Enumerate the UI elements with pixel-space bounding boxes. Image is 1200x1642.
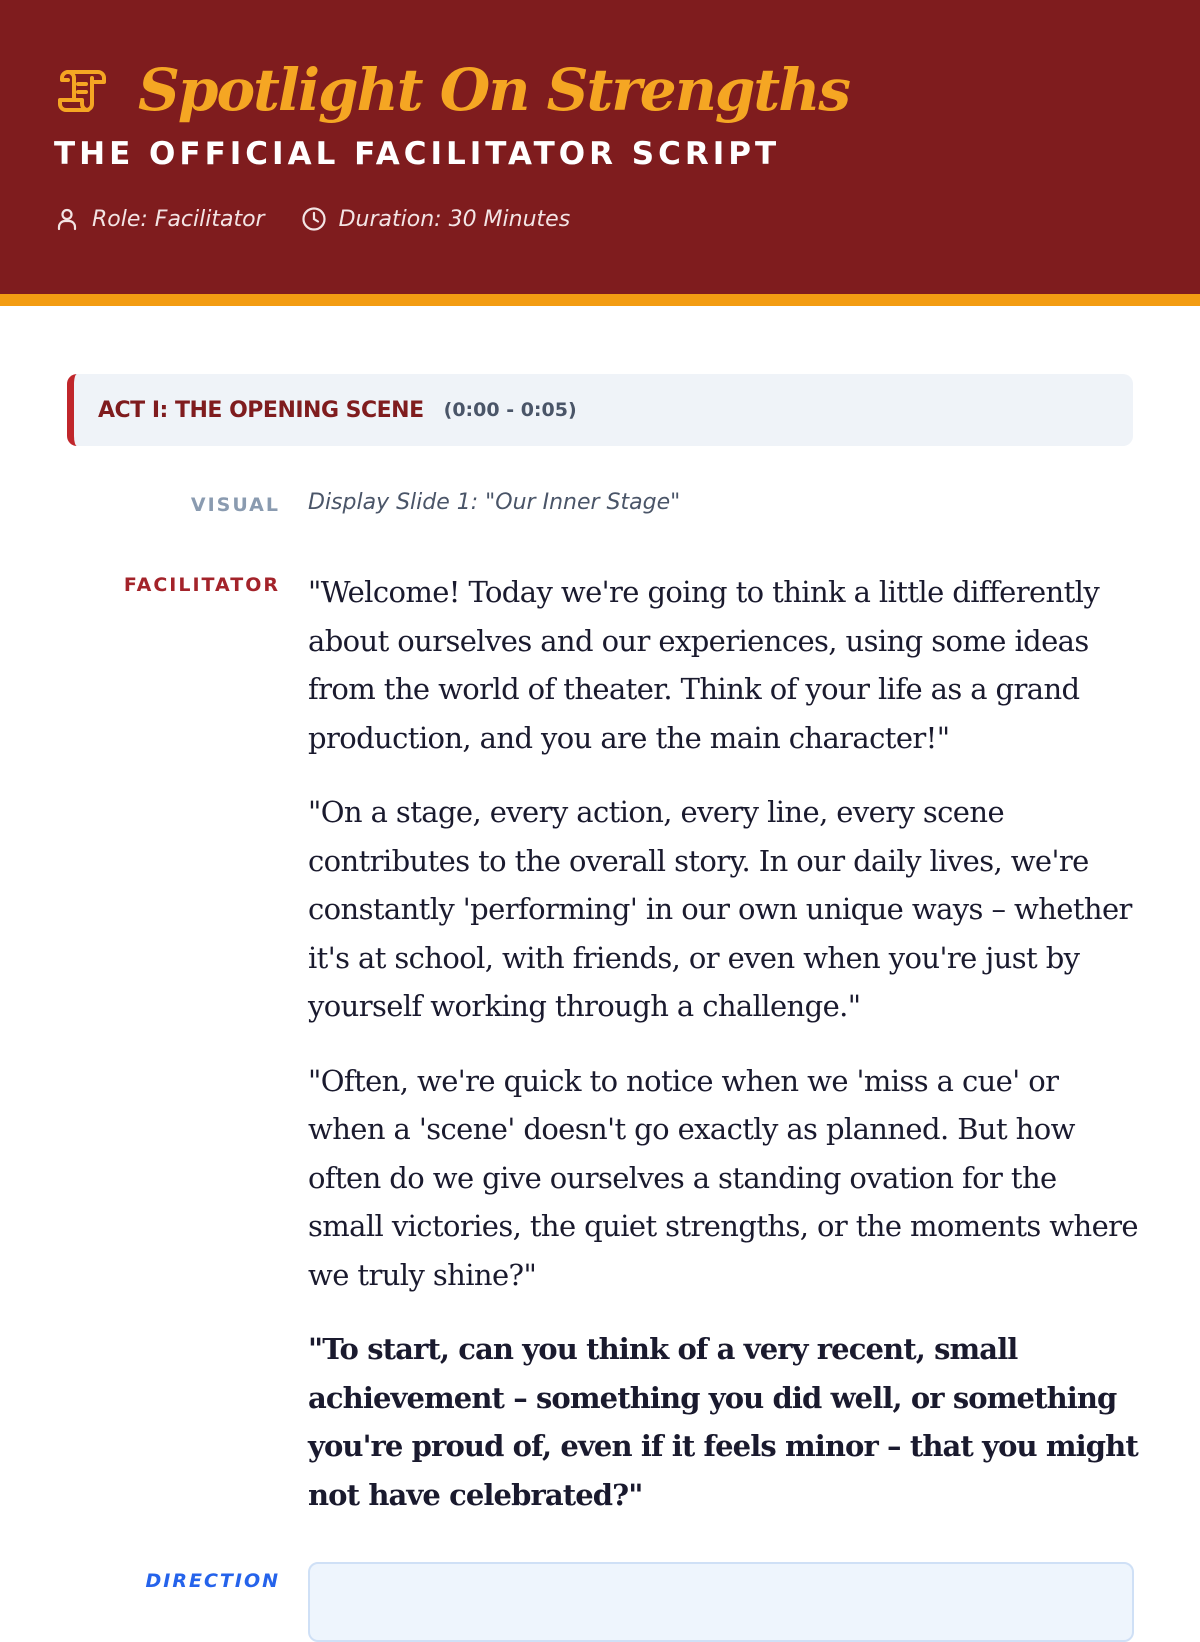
visual-label: VISUAL (190, 494, 280, 516)
page-title: Spotlight On Strengths (138, 56, 850, 124)
role-meta (54, 206, 265, 232)
duration-meta (301, 206, 571, 232)
act-time: (0:00 - 0:05) (443, 399, 577, 421)
page-subtitle: THE OFFICIAL FACILITATOR SCRIPT (54, 136, 781, 172)
direction-box (308, 1562, 1134, 1642)
header (0, 0, 1200, 306)
script-paragraph: "Welcome! Today we're going to think a little differently about ourselves and our experiences, using some ideas from the world of theater. Think of your life as a grand production, and you are the main character!" (308, 575, 1100, 755)
duration-text: Duration: 30 Minutes (338, 206, 571, 232)
act-heading (67, 374, 1133, 446)
direction-label: DIRECTION (145, 1570, 280, 1592)
script-paragraph: "On a stage, every action, every line, every scene contributes to the overall story. In our daily lives, we're constantly 'performing' in our own unique ways – whether it's at school, with friends, or even when you're just by yourself working through a challenge." (308, 795, 1132, 1023)
clock-icon (301, 206, 327, 232)
script-question: "To start, can you think of a very recent, small achievement – something you did well, or something you're proud of, even if it feels minor – that you might not have celebrated?" (308, 1332, 1138, 1512)
role-text: Role: Facilitator (92, 206, 265, 232)
visual-cue: Display Slide 1: "Our Inner Stage" (308, 490, 681, 515)
facilitator-label: FACILITATOR (123, 574, 280, 596)
title-row (54, 50, 849, 130)
act-title: ACT I: THE OPENING SCENE (98, 397, 424, 423)
meta-row (54, 206, 606, 232)
scroll-icon (54, 62, 110, 118)
user-icon (54, 206, 80, 232)
script-paragraph: "Often, we're quick to notice when we 'miss a cue' or when a 'scene' doesn't go exactly as planned. But how often do we give ourselves a standing ovation for the small victories, the quiet strengths, or the moments where we truly shine?" (308, 1063, 1138, 1292)
facilitator-script (308, 568, 1138, 1545)
